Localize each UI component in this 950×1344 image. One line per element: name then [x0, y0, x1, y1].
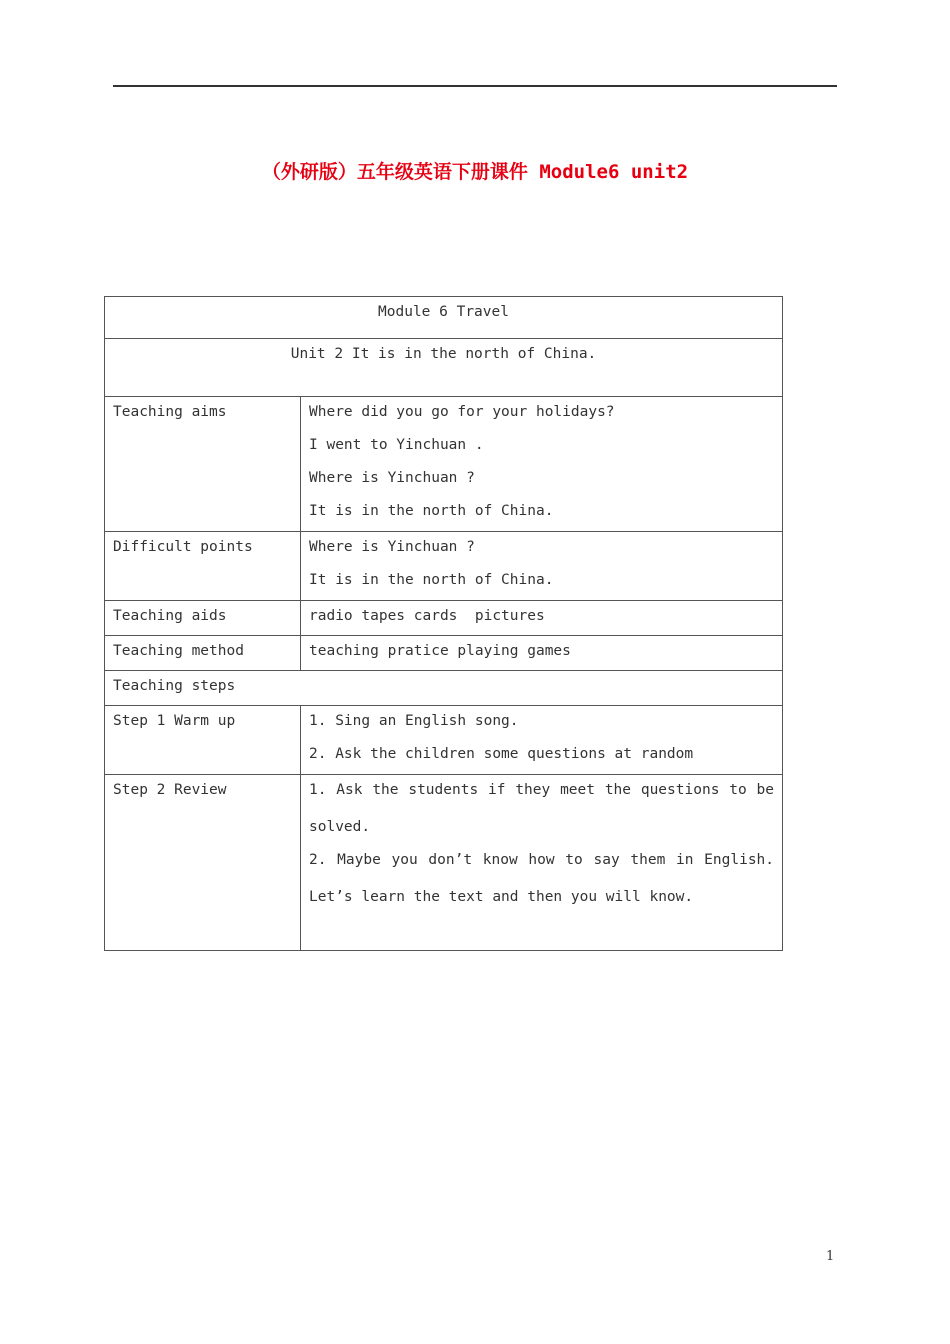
row-label: Teaching aims: [113, 404, 227, 420]
steps-heading-cell: [105, 671, 783, 706]
step-content: [301, 775, 782, 916]
content-line: It is in the north of China.: [309, 572, 554, 588]
row-label: Difficult points: [113, 539, 253, 555]
step-content-cell: [301, 775, 783, 951]
module-cell: [105, 297, 783, 339]
step-label-cell: [105, 706, 301, 775]
unit-cell: [105, 339, 783, 397]
steps-heading-row: [105, 671, 783, 706]
table-row: [105, 706, 783, 775]
step-content: [301, 706, 782, 764]
row-content-cell: [301, 397, 783, 532]
table-row: [105, 636, 783, 671]
unit-heading: Unit 2 It is in the north of China.: [290, 346, 597, 362]
row-content-cell: [301, 601, 783, 636]
content-line: 2. Ask the children some questions at random: [309, 746, 694, 762]
steps-heading: Teaching steps: [113, 678, 236, 694]
module-heading: Module 6 Travel: [378, 304, 509, 320]
module-row: [105, 297, 783, 339]
content-line: radio tapes cards pictures: [309, 608, 545, 624]
row-content: [301, 532, 782, 590]
row-content-cell: [301, 636, 783, 671]
content-line: Where did you go for your holidays?: [309, 404, 615, 420]
step-label-cell: [105, 775, 301, 951]
step-content-cell: [301, 706, 783, 775]
step-label: Step 1 Warm up: [113, 713, 236, 729]
table-row: [105, 397, 783, 532]
page-number: 1: [826, 1249, 835, 1264]
content-line: Where is Yinchuan ?: [309, 539, 475, 555]
row-label: Teaching method: [113, 643, 244, 659]
document-title: （外研版）五年级英语下册课件 Module6 unit2: [261, 161, 689, 183]
content-line: 1. Sing an English song.: [309, 713, 519, 729]
content-line: It is in the north of China.: [309, 503, 554, 519]
table-row: [105, 532, 783, 601]
step-label: Step 2 Review: [113, 782, 227, 798]
header-rule: [113, 85, 837, 87]
table-row: [105, 601, 783, 636]
row-label-cell: [105, 532, 301, 601]
table-row: [105, 775, 783, 951]
row-label-cell: [105, 601, 301, 636]
content-line: I went to Yinchuan .: [309, 437, 484, 453]
content-line: Where is Yinchuan ?: [309, 470, 475, 486]
content-line: 1. Ask the students if they meet the questions to be solved.: [309, 782, 775, 835]
unit-row: [105, 339, 783, 397]
content-line: 2. Maybe you don’t know how to say them in English. Let’s learn the text and then you will know.: [309, 852, 775, 905]
lesson-plan-table: [104, 296, 783, 951]
row-content-cell: [301, 532, 783, 601]
row-label-cell: [105, 636, 301, 671]
row-label: Teaching aids: [113, 608, 227, 624]
row-label-cell: [105, 397, 301, 532]
row-content: [301, 397, 782, 521]
content-line: teaching pratice playing games: [309, 643, 571, 659]
